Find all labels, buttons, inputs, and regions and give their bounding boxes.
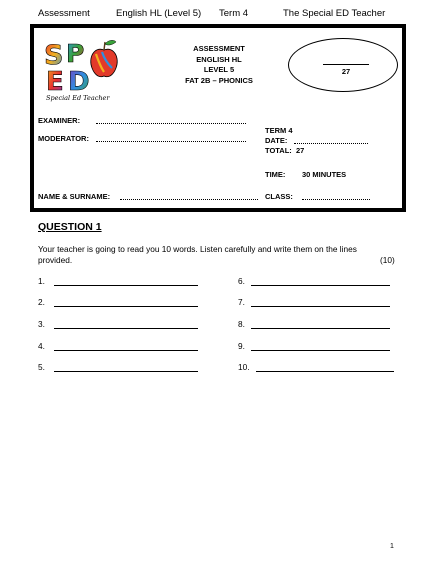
answer-line[interactable] (54, 371, 198, 372)
answer-row (238, 276, 390, 290)
total-value: 27 (296, 146, 305, 155)
answer-row (38, 362, 198, 376)
examiner-line[interactable] (96, 123, 246, 124)
logo-letter-d: D (68, 67, 90, 97)
time-value: 30 MINUTES (302, 170, 347, 179)
logo-caption: Special Ed Teacher (46, 94, 110, 102)
date-line[interactable] (294, 143, 368, 144)
answer-line[interactable] (256, 371, 394, 372)
name-surname-label: NAME & SURNAME: (38, 192, 111, 201)
answer-number: 8. (238, 319, 245, 329)
answer-number: 10. (238, 362, 250, 372)
term-label: TERM 4 (265, 126, 293, 135)
title-assessment: ASSESSMENT (193, 44, 245, 53)
answer-line[interactable] (54, 350, 198, 351)
answer-number: 7. (238, 297, 245, 307)
answer-row (38, 341, 198, 355)
header-publisher: The Special ED Teacher (283, 8, 386, 19)
header-assessment: Assessment (38, 8, 90, 19)
answer-line[interactable] (54, 328, 198, 329)
cover-box (30, 24, 406, 212)
logo-letter-p: P (66, 39, 85, 68)
title-task: FAT 2B – PHONICS (185, 75, 253, 85)
page-number: 1 (390, 543, 394, 550)
answer-row (238, 319, 390, 333)
answer-row (238, 297, 390, 311)
title-level: LEVEL 5 (203, 65, 235, 74)
answer-number: 9. (238, 341, 245, 351)
answer-number: 5. (38, 362, 45, 372)
time-label: TIME: (265, 170, 286, 179)
answer-line[interactable] (54, 285, 198, 286)
title-subject: ENGLISH HL (196, 54, 242, 64)
answer-row (38, 276, 198, 290)
class-label: CLASS: (265, 192, 293, 201)
question-instruction: Your teacher is going to read you 10 words. Listen carefully and write them on the lines provided. (38, 244, 357, 265)
answer-line[interactable] (251, 285, 390, 286)
header-subject: English HL (Level 5) (116, 8, 202, 19)
score-total: 27 (341, 67, 351, 76)
examiner-label: EXAMINER: (38, 116, 81, 125)
score-oval (288, 38, 398, 92)
apple-icon (91, 40, 118, 76)
total-label: TOTAL: (265, 146, 292, 155)
answer-number: 4. (38, 341, 45, 351)
answer-line[interactable] (54, 306, 198, 307)
logo-letter-e: E (46, 67, 64, 97)
date-label: DATE: (265, 136, 288, 145)
answer-number: 6. (238, 276, 245, 286)
answer-number: 1. (38, 276, 45, 286)
question-title: QUESTION 1 (38, 221, 102, 233)
header-term: Term 4 (219, 8, 249, 19)
answer-number: 3. (38, 319, 45, 329)
class-line[interactable] (302, 199, 370, 200)
logo-letter-s: S (44, 40, 64, 71)
answer-row (38, 319, 198, 333)
answer-line[interactable] (251, 306, 390, 307)
answer-line[interactable] (251, 350, 390, 351)
answer-row (38, 297, 198, 311)
running-header (0, 8, 426, 22)
answer-number: 2. (38, 297, 45, 307)
moderator-label: MODERATOR: (38, 134, 89, 143)
score-entry-line[interactable] (323, 64, 369, 65)
answer-row (238, 362, 394, 376)
answer-line[interactable] (251, 328, 390, 329)
name-surname-line[interactable] (120, 199, 258, 200)
answer-row (238, 341, 390, 355)
question-marks: (10) (380, 255, 395, 265)
moderator-line[interactable] (96, 141, 246, 142)
title-block (159, 44, 279, 86)
